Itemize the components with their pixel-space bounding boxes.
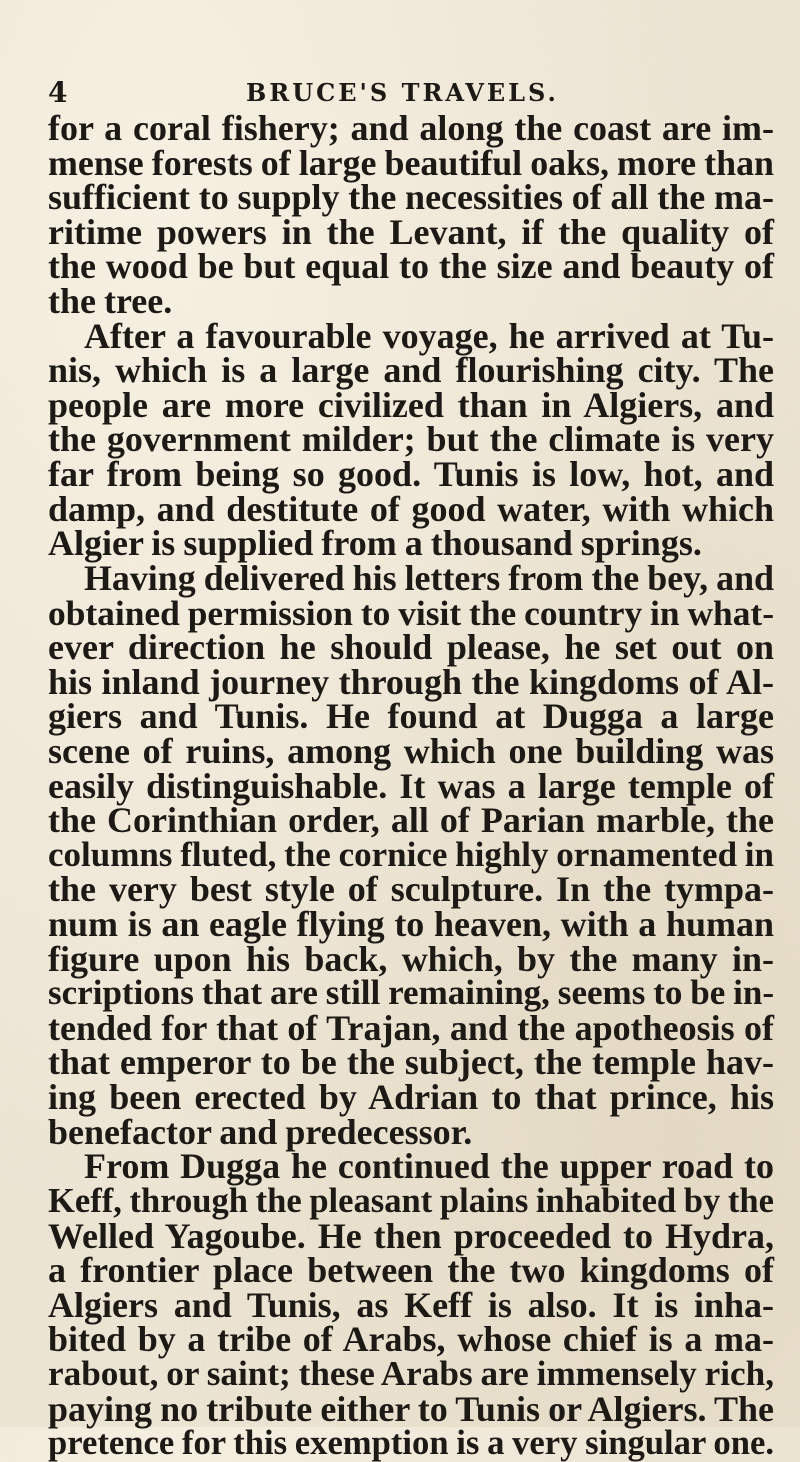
text-line: his inland journey through the kingdoms of Al- [48, 661, 774, 702]
text-line: easily distinguishable. It was a large temple of [48, 765, 774, 806]
text-line: ritime powers in the Levant, if the quality of [48, 211, 774, 252]
text-line: Algiers and Tunis, as Keff is also. It is inha- [48, 1284, 774, 1325]
running-title: BRUCE'S TRAVELS. [246, 78, 559, 107]
body-text [48, 108, 774, 1462]
text-line: scene of ruins, among which one building was [48, 730, 774, 771]
text-line: people are more civilized than in Algiers, and [48, 384, 774, 425]
text-line: bited by a tribe of Arabs, whose chief is a ma- [48, 1319, 774, 1360]
text-line: rabout, or saint; these Arabs are immensely rich, [48, 1353, 774, 1393]
text-line: figure upon his back, which, by the many in- [48, 938, 774, 979]
text-line: ing been erected by Adrian to that prince, his [48, 1077, 774, 1118]
text-line: columns fluted, the cornice highly ornamented in [48, 834, 774, 874]
text-line: obtained permission to visit the country in what- [48, 592, 774, 633]
text-line: ever direction he should please, he set out on [48, 627, 774, 668]
text-line: that emperor to be the subject, the temple hav- [48, 1042, 774, 1083]
text-line: From Dugga he continued the upper road to [84, 1146, 774, 1187]
text-line: Having delivered his letters from the bey, and [84, 557, 774, 598]
page-number: 4 [48, 76, 69, 109]
text-line: Algier is supplied from a thousand springs. [48, 523, 702, 564]
text-line: damp, and destitute of good water, with which [48, 488, 774, 529]
text-line: paying no tribute either to Tunis or Algiers. The [48, 1388, 774, 1429]
text-line: Welled Yagoube. He then proceeded to Hydra, [48, 1215, 774, 1256]
text-line: the tree. [48, 281, 173, 322]
text-line: the Corinthian order, all of Parian marble, the [48, 800, 774, 841]
running-head [48, 76, 774, 109]
text-line: num is an eagle flying to heaven, with a human [48, 904, 774, 945]
text-line: Keff, through the pleasant plains inhabited by the [48, 1181, 774, 1220]
text-line: sufficient to supply the necessities of all the ma- [48, 177, 774, 218]
text-line: for a coral fishery; and along the coast are im- [48, 108, 774, 148]
text-line: a frontier place between the two kingdoms of [48, 1250, 774, 1291]
text-line: pretence for this exemption is a very singular one. [48, 1424, 774, 1462]
text-line: far from being so good. Tunis is low, hot, and [48, 454, 774, 495]
text-line: scriptions that are still remaining, seems to be in- [48, 973, 774, 1013]
text-line: the wood be but equal to the size and beauty of [48, 246, 774, 287]
text-line: mense forests of large beautiful oaks, more than [48, 142, 774, 183]
text-line: After a favourable voyage, he arrived at Tu- [84, 315, 774, 356]
text-line: giers and Tunis. He found at Dugga a large [48, 696, 774, 737]
text-line: benefactor and predecessor. [48, 1111, 473, 1152]
text-line: tended for that of Trajan, and the apotheosis of [48, 1007, 774, 1048]
text-line: the very best style of sculpture. In the tympa- [48, 869, 774, 910]
text-line: the government milder; but the climate is very [48, 419, 774, 460]
text-line: nis, which is a large and flourishing city. The [48, 350, 774, 391]
